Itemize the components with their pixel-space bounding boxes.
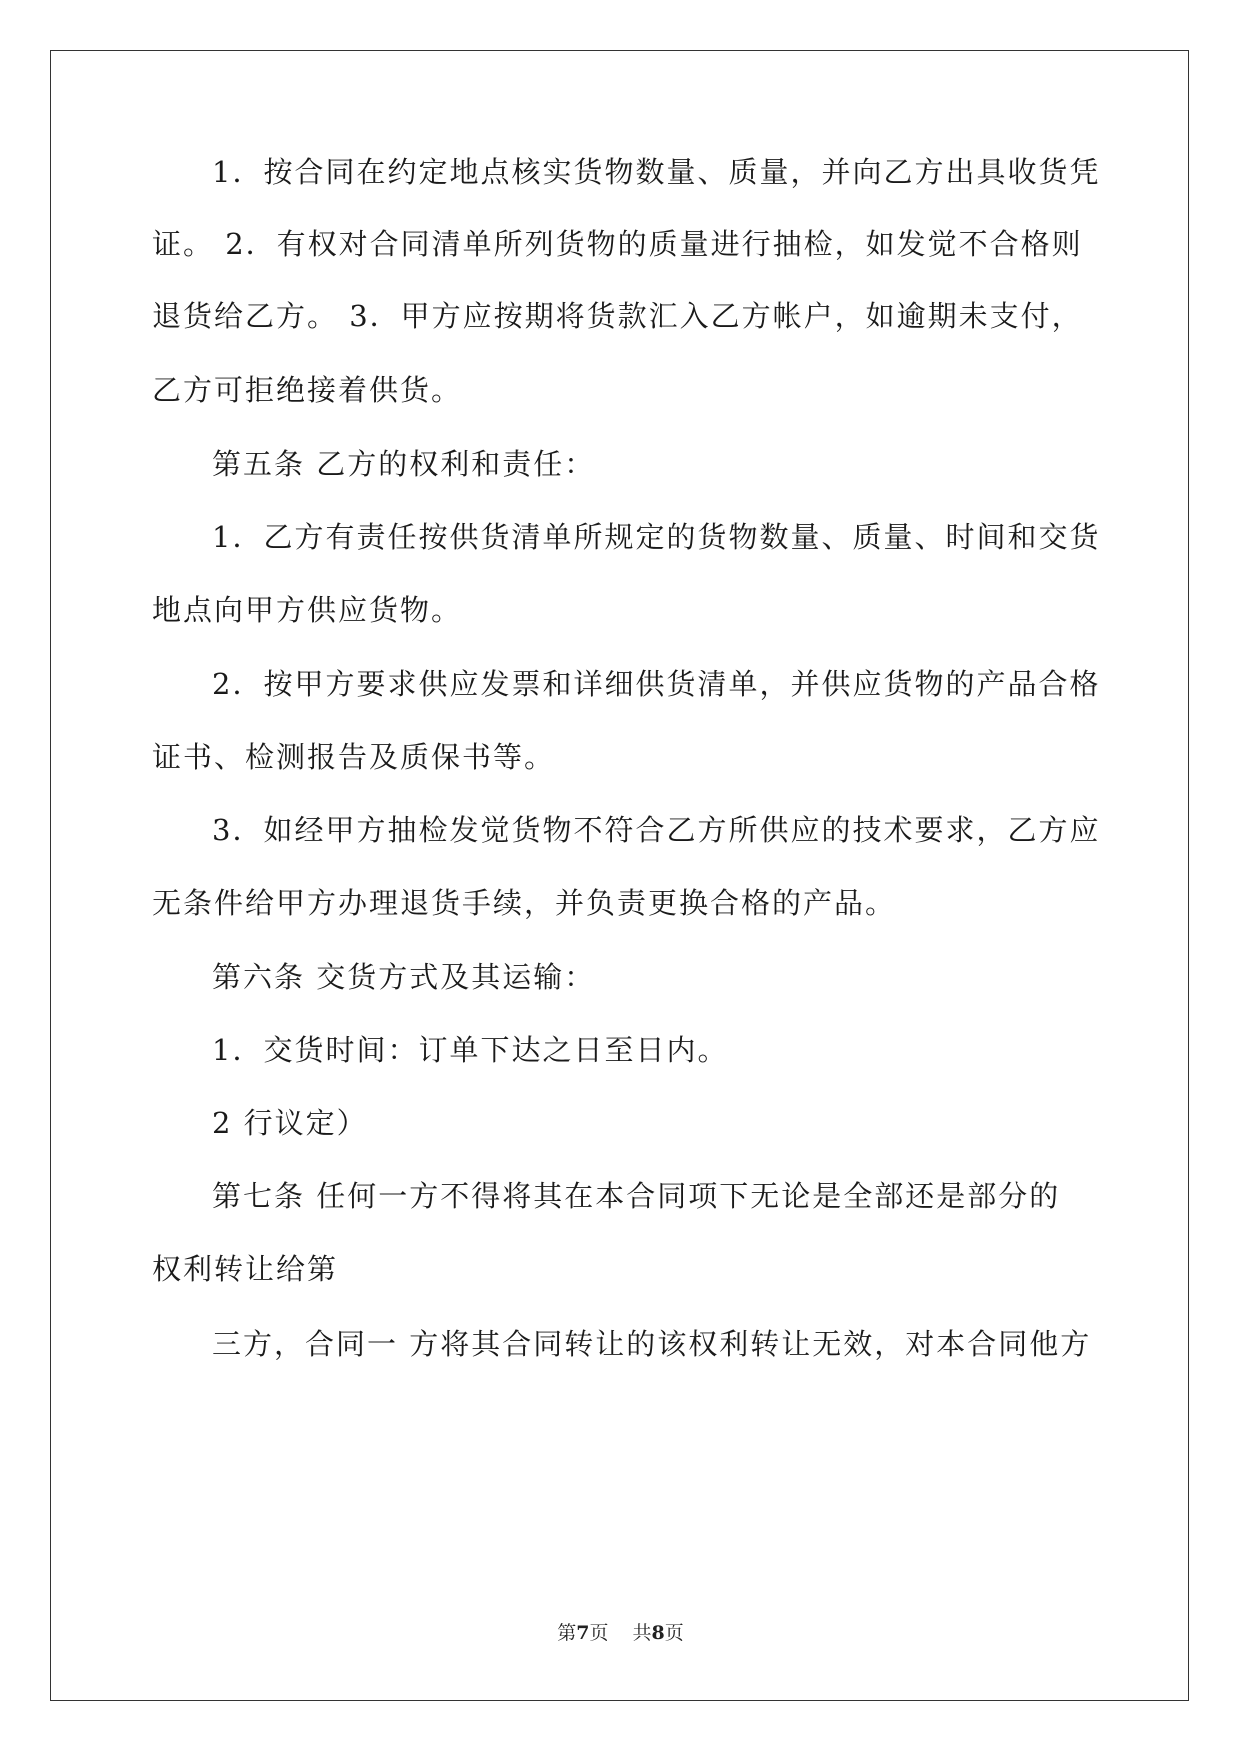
text-line: 无条件给甲方办理退货手续，并负责更换合格的产品。 xyxy=(152,886,897,920)
text-line: 1．按合同在约定地点核实货物数量、质量，并向乙方出具收货凭 xyxy=(212,155,1101,189)
text-line: 退货给乙方。 3．甲方应按期将货款汇入乙方帐户，如逾期未支付， xyxy=(152,299,1083,333)
page-current: 7 xyxy=(576,1622,590,1644)
page-prefix: 第 xyxy=(557,1622,577,1644)
page-total: 8 xyxy=(651,1622,665,1644)
text-line: 2 行议定） xyxy=(212,1106,368,1140)
section-heading: 第六条 交货方式及其运输： xyxy=(212,960,596,994)
text-line: 1．交货时间：订单下达之日至日内。 xyxy=(212,1033,729,1067)
text-line: 乙方可拒绝接着供货。 xyxy=(152,373,463,407)
text-line: 三方，合同一 方将其合同转让的该权利转让无效，对本合同他方 xyxy=(212,1327,1092,1361)
total-prefix: 共 xyxy=(632,1622,652,1644)
total-suffix: 页 xyxy=(664,1622,684,1644)
text-line: 2．按甲方要求供应发票和详细供货清单，并供应货物的产品合格 xyxy=(212,667,1101,701)
text-line: 1．乙方有责任按供货清单所规定的货物数量、质量、时间和交货 xyxy=(212,520,1101,554)
text-line: 证书、检测报告及质保书等。 xyxy=(152,740,556,774)
text-line: 权利转让给第 xyxy=(152,1252,339,1286)
text-line: 证。 2．有权对合同清单所列货物的质量进行抽检，如发觉不合格则 xyxy=(152,227,1083,261)
text-line: 3．如经甲方抽检发觉货物不符合乙方所供应的技术要求，乙方应 xyxy=(212,813,1101,847)
text-line: 地点向甲方供应货物。 xyxy=(152,593,463,627)
page-suffix: 页 xyxy=(589,1622,609,1644)
page-footer xyxy=(0,1618,1241,1645)
section-heading: 第五条 乙方的权利和责任： xyxy=(212,447,596,481)
section-heading: 第七条 任何一方不得将其在本合同项下无论是全部还是部分的 xyxy=(212,1179,1061,1213)
